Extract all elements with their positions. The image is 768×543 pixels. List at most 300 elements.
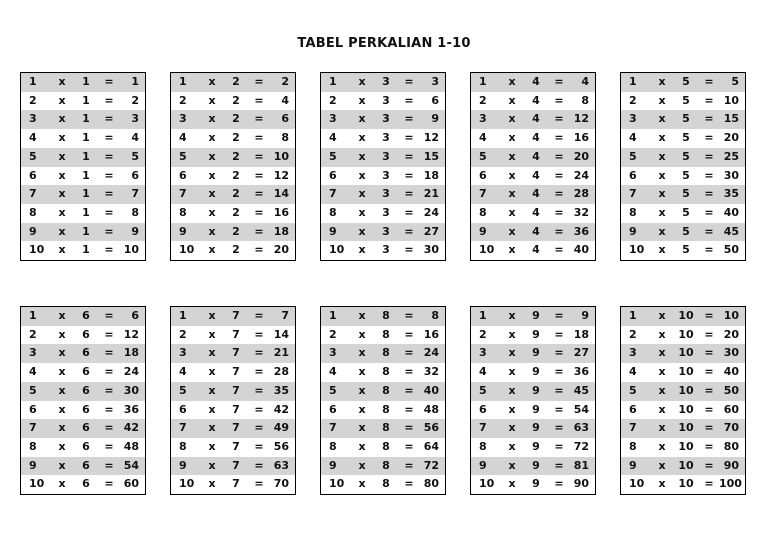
multiplier: 1	[82, 168, 90, 182]
multiplier: 3	[382, 131, 390, 145]
operator-sign: x	[501, 110, 523, 129]
multiplier: 9	[532, 439, 540, 453]
multiplier: 9	[523, 344, 549, 363]
equals-sign: =	[99, 419, 119, 438]
operator-sign: x	[651, 185, 673, 204]
operator-sign: x	[201, 344, 223, 363]
table-row	[471, 110, 595, 129]
product: 56	[419, 419, 445, 438]
operator-sign: x	[208, 168, 216, 182]
table-row	[471, 204, 595, 223]
multiplier: 1	[73, 73, 99, 92]
multiplier: 2	[232, 131, 240, 145]
multiplicand: 7	[171, 185, 201, 204]
multiplicand: 5	[171, 382, 201, 401]
operator-sign: x	[658, 131, 666, 145]
multiplicand: 4	[29, 131, 37, 145]
table-row	[621, 401, 745, 420]
multiplicand: 8	[329, 439, 337, 453]
multiplier: 1	[82, 205, 90, 219]
operator-sign: x	[208, 477, 216, 491]
table-row	[171, 307, 295, 326]
multiplicand: 3	[171, 344, 201, 363]
equals-sign: =	[249, 148, 269, 167]
multiplier: 7	[232, 439, 240, 453]
multiplier: 10	[673, 457, 699, 476]
multiplicand: 10	[479, 243, 495, 257]
operator-sign: x	[501, 185, 523, 204]
equals-sign: =	[254, 93, 264, 107]
product: 35	[719, 185, 745, 204]
operator-sign: x	[51, 185, 73, 204]
multiplicand: 8	[329, 205, 337, 219]
equals-sign: =	[704, 205, 714, 219]
equals-sign: =	[404, 168, 414, 182]
multiplicand: 4	[629, 365, 637, 379]
multiplicand: 2	[179, 327, 187, 341]
operator-sign: x	[351, 185, 373, 204]
product: 40	[573, 243, 589, 257]
product: 24	[123, 365, 139, 379]
multiplier: 4	[523, 110, 549, 129]
product: 21	[419, 185, 445, 204]
product: 6	[269, 110, 295, 129]
operator-sign: x	[51, 110, 73, 129]
operator-sign: x	[658, 365, 666, 379]
multiplicand: 7	[471, 185, 501, 204]
product: 32	[423, 365, 439, 379]
table-row	[471, 363, 595, 382]
multiplicand: 1	[171, 307, 201, 326]
product: 18	[423, 168, 439, 182]
operator-sign: x	[651, 382, 673, 401]
operator-sign: x	[658, 402, 666, 416]
table-row	[171, 438, 295, 457]
product: 50	[723, 243, 739, 257]
multiplicand: 8	[179, 205, 187, 219]
multiplicand: 7	[21, 185, 51, 204]
multiplier: 3	[373, 73, 399, 92]
product: 25	[719, 148, 745, 167]
table-row	[321, 475, 445, 494]
table-row	[471, 167, 595, 186]
equals-sign: =	[704, 131, 714, 145]
multiplier: 8	[382, 365, 390, 379]
operator-sign: x	[358, 205, 366, 219]
equals-sign: =	[99, 223, 119, 242]
multiplicand: 9	[471, 457, 501, 476]
table-row	[171, 73, 295, 92]
multiplicand: 5	[171, 148, 201, 167]
equals-sign: =	[104, 168, 114, 182]
multiplier: 1	[82, 131, 90, 145]
product: 2	[269, 73, 295, 92]
multiplier: 7	[232, 402, 240, 416]
operator-sign: x	[508, 131, 516, 145]
table-row	[621, 438, 745, 457]
table-row	[471, 326, 595, 345]
product: 56	[273, 439, 289, 453]
multiplier: 4	[532, 243, 540, 257]
product: 49	[269, 419, 295, 438]
operator-sign: x	[358, 243, 366, 257]
table-row	[21, 204, 145, 223]
equals-sign: =	[404, 131, 414, 145]
table-row	[21, 457, 145, 476]
product: 3	[419, 73, 445, 92]
product: 30	[719, 344, 745, 363]
multiplier: 6	[82, 365, 90, 379]
table-row	[21, 110, 145, 129]
operator-sign: x	[501, 148, 523, 167]
equals-sign: =	[249, 419, 269, 438]
page-title: TABEL PERKALIAN 1-10	[297, 36, 471, 51]
operator-sign: x	[658, 93, 666, 107]
multiplicand: 2	[479, 93, 487, 107]
equals-sign: =	[104, 327, 114, 341]
multiplier: 10	[673, 419, 699, 438]
multiplier: 10	[678, 439, 694, 453]
multiplier: 3	[373, 110, 399, 129]
multiplicand: 4	[179, 131, 187, 145]
table-row	[171, 148, 295, 167]
product: 72	[573, 439, 589, 453]
operator-sign: x	[501, 419, 523, 438]
operator-sign: x	[358, 477, 366, 491]
operator-sign: x	[508, 168, 516, 182]
multiplicand: 4	[629, 131, 637, 145]
multiplier: 5	[682, 93, 690, 107]
multiplicand: 5	[621, 148, 651, 167]
table-row	[621, 241, 745, 260]
operator-sign: x	[651, 344, 673, 363]
multiplicand: 4	[179, 365, 187, 379]
table-row	[621, 110, 745, 129]
table-row	[321, 185, 445, 204]
equals-sign: =	[554, 365, 564, 379]
product: 6	[431, 93, 439, 107]
multiplier: 6	[73, 382, 99, 401]
operator-sign: x	[58, 205, 66, 219]
operator-sign: x	[508, 439, 516, 453]
operator-sign: x	[351, 419, 373, 438]
multiplication-table-8	[320, 306, 446, 495]
equals-sign: =	[104, 243, 114, 257]
equals-sign: =	[104, 131, 114, 145]
product: 72	[419, 457, 445, 476]
multiplicand: 7	[621, 419, 651, 438]
multiplicand: 10	[479, 477, 495, 491]
multiplicand: 9	[171, 457, 201, 476]
multiplier: 1	[73, 223, 99, 242]
operator-sign: x	[208, 402, 216, 416]
operator-sign: x	[658, 477, 666, 491]
equals-sign: =	[249, 344, 269, 363]
multiplicand: 8	[179, 439, 187, 453]
equals-sign: =	[549, 382, 569, 401]
table-row	[21, 326, 145, 345]
multiplier: 2	[232, 205, 240, 219]
equals-sign: =	[404, 205, 414, 219]
operator-sign: x	[51, 73, 73, 92]
multiplier: 6	[82, 477, 90, 491]
multiplicand: 1	[321, 73, 351, 92]
equals-sign: =	[549, 73, 569, 92]
multiplicand: 10	[29, 477, 45, 491]
multiplier: 7	[223, 457, 249, 476]
product: 40	[723, 365, 739, 379]
table-row	[621, 326, 745, 345]
multiplier: 5	[673, 185, 699, 204]
table-row	[321, 363, 445, 382]
product: 18	[119, 344, 145, 363]
operator-sign: x	[51, 419, 73, 438]
product: 10	[719, 307, 745, 326]
operator-sign: x	[658, 168, 666, 182]
multiplicand: 5	[21, 148, 51, 167]
multiplier: 1	[73, 185, 99, 204]
equals-sign: =	[254, 243, 264, 257]
equals-sign: =	[249, 223, 269, 242]
equals-sign: =	[399, 344, 419, 363]
multiplier: 10	[678, 402, 694, 416]
table-row	[171, 92, 295, 111]
product: 28	[569, 185, 595, 204]
table-row	[21, 344, 145, 363]
operator-sign: x	[651, 73, 673, 92]
table-row	[471, 185, 595, 204]
multiplicand: 1	[321, 307, 351, 326]
equals-sign: =	[704, 243, 714, 257]
equals-sign: =	[699, 382, 719, 401]
equals-sign: =	[699, 419, 719, 438]
table-row	[321, 167, 445, 186]
product: 42	[273, 402, 289, 416]
table-row	[321, 326, 445, 345]
product: 3	[119, 110, 145, 129]
equals-sign: =	[554, 131, 564, 145]
table-row	[621, 73, 745, 92]
operator-sign: x	[51, 457, 73, 476]
multiplier: 8	[382, 477, 390, 491]
equals-sign: =	[699, 110, 719, 129]
equals-sign: =	[554, 402, 564, 416]
multiplier: 4	[523, 185, 549, 204]
equals-sign: =	[554, 327, 564, 341]
operator-sign: x	[201, 457, 223, 476]
product: 18	[269, 223, 295, 242]
multiplicand: 1	[21, 307, 51, 326]
multiplicand: 4	[479, 365, 487, 379]
table-row	[471, 73, 595, 92]
table-row	[621, 92, 745, 111]
equals-sign: =	[404, 439, 414, 453]
equals-sign: =	[704, 327, 714, 341]
multiplier: 8	[373, 382, 399, 401]
product: 18	[573, 327, 589, 341]
product: 45	[569, 382, 595, 401]
table-row	[21, 148, 145, 167]
multiplicand: 1	[21, 73, 51, 92]
multiplicand: 2	[29, 93, 37, 107]
multiplication-table-6	[20, 306, 146, 495]
equals-sign: =	[99, 73, 119, 92]
table-row	[471, 148, 595, 167]
multiplier: 2	[223, 223, 249, 242]
table-row	[321, 344, 445, 363]
operator-sign: x	[651, 148, 673, 167]
multiplicand: 8	[629, 205, 637, 219]
product: 12	[273, 168, 289, 182]
multiplicand: 6	[179, 402, 187, 416]
product: 54	[573, 402, 589, 416]
multiplicand: 9	[171, 223, 201, 242]
table-row	[321, 73, 445, 92]
equals-sign: =	[704, 365, 714, 379]
table-row	[21, 129, 145, 148]
operator-sign: x	[351, 307, 373, 326]
multiplicand: 6	[629, 168, 637, 182]
product: 14	[273, 327, 289, 341]
operator-sign: x	[58, 402, 66, 416]
multiplier: 6	[82, 402, 90, 416]
multiplicand: 6	[29, 402, 37, 416]
product: 10	[723, 93, 739, 107]
operator-sign: x	[208, 439, 216, 453]
product: 90	[719, 457, 745, 476]
table-row	[621, 167, 745, 186]
table-row	[21, 382, 145, 401]
product: 8	[581, 93, 589, 107]
equals-sign: =	[254, 131, 264, 145]
product: 50	[719, 382, 745, 401]
multiplicand: 5	[321, 382, 351, 401]
multiplier: 3	[382, 243, 390, 257]
table-row	[171, 129, 295, 148]
equals-sign: =	[254, 168, 264, 182]
operator-sign: x	[501, 457, 523, 476]
equals-sign: =	[699, 223, 719, 242]
multiplicand: 9	[21, 223, 51, 242]
multiplier: 7	[223, 344, 249, 363]
multiplicand: 2	[479, 327, 487, 341]
product: 1	[119, 73, 145, 92]
equals-sign: =	[249, 382, 269, 401]
operator-sign: x	[358, 93, 366, 107]
equals-sign: =	[554, 93, 564, 107]
table-row	[171, 401, 295, 420]
equals-sign: =	[399, 419, 419, 438]
multiplicand: 10	[179, 243, 195, 257]
multiplicand: 9	[321, 223, 351, 242]
equals-sign: =	[404, 477, 414, 491]
table-row	[21, 438, 145, 457]
table-row	[621, 344, 745, 363]
multiplier: 2	[223, 110, 249, 129]
operator-sign: x	[58, 243, 66, 257]
operator-sign: x	[208, 131, 216, 145]
product: 45	[719, 223, 745, 242]
operator-sign: x	[358, 168, 366, 182]
multiplicand: 3	[21, 344, 51, 363]
multiplier: 5	[682, 205, 690, 219]
operator-sign: x	[658, 439, 666, 453]
multiplicand: 3	[321, 344, 351, 363]
multiplier: 9	[532, 327, 540, 341]
operator-sign: x	[58, 365, 66, 379]
table-row	[621, 148, 745, 167]
table-row	[471, 475, 595, 494]
operator-sign: x	[508, 402, 516, 416]
equals-sign: =	[699, 148, 719, 167]
table-row	[621, 223, 745, 242]
equals-sign: =	[404, 365, 414, 379]
equals-sign: =	[554, 477, 564, 491]
table-row	[321, 148, 445, 167]
product: 8	[281, 131, 289, 145]
multiplicand: 3	[321, 110, 351, 129]
operator-sign: x	[508, 477, 516, 491]
equals-sign: =	[99, 148, 119, 167]
operator-sign: x	[58, 477, 66, 491]
multiplier: 8	[382, 402, 390, 416]
operator-sign: x	[501, 223, 523, 242]
multiplier: 7	[223, 307, 249, 326]
product: 21	[269, 344, 295, 363]
operator-sign: x	[201, 110, 223, 129]
table-row	[171, 204, 295, 223]
table-row	[171, 475, 295, 494]
equals-sign: =	[549, 344, 569, 363]
operator-sign: x	[201, 382, 223, 401]
equals-sign: =	[399, 223, 419, 242]
multiplicand: 2	[179, 93, 187, 107]
multiplicand: 10	[329, 243, 345, 257]
equals-sign: =	[399, 73, 419, 92]
multiplicand: 3	[471, 344, 501, 363]
operator-sign: x	[358, 131, 366, 145]
operator-sign: x	[351, 148, 373, 167]
multiplicand: 5	[21, 382, 51, 401]
multiplicand: 4	[329, 365, 337, 379]
equals-sign: =	[99, 307, 119, 326]
equals-sign: =	[249, 73, 269, 92]
table-row	[621, 363, 745, 382]
table-row	[21, 92, 145, 111]
equals-sign: =	[99, 185, 119, 204]
multiplicand: 4	[329, 131, 337, 145]
multiplicand: 6	[29, 168, 37, 182]
multiplier: 7	[223, 419, 249, 438]
multiplicand: 7	[621, 185, 651, 204]
product: 4	[281, 93, 289, 107]
multiplicand: 10	[629, 243, 645, 257]
product: 15	[719, 110, 745, 129]
multiplicand: 2	[29, 327, 37, 341]
multiplicand: 5	[471, 148, 501, 167]
operator-sign: x	[501, 307, 523, 326]
operator-sign: x	[351, 457, 373, 476]
multiplier: 5	[673, 148, 699, 167]
multiplier: 10	[678, 365, 694, 379]
multiplicand: 9	[621, 223, 651, 242]
multiplicand: 4	[479, 131, 487, 145]
multiplicand: 5	[471, 382, 501, 401]
operator-sign: x	[51, 223, 73, 242]
table-row	[321, 438, 445, 457]
multiplier: 9	[523, 457, 549, 476]
multiplier: 5	[682, 243, 690, 257]
